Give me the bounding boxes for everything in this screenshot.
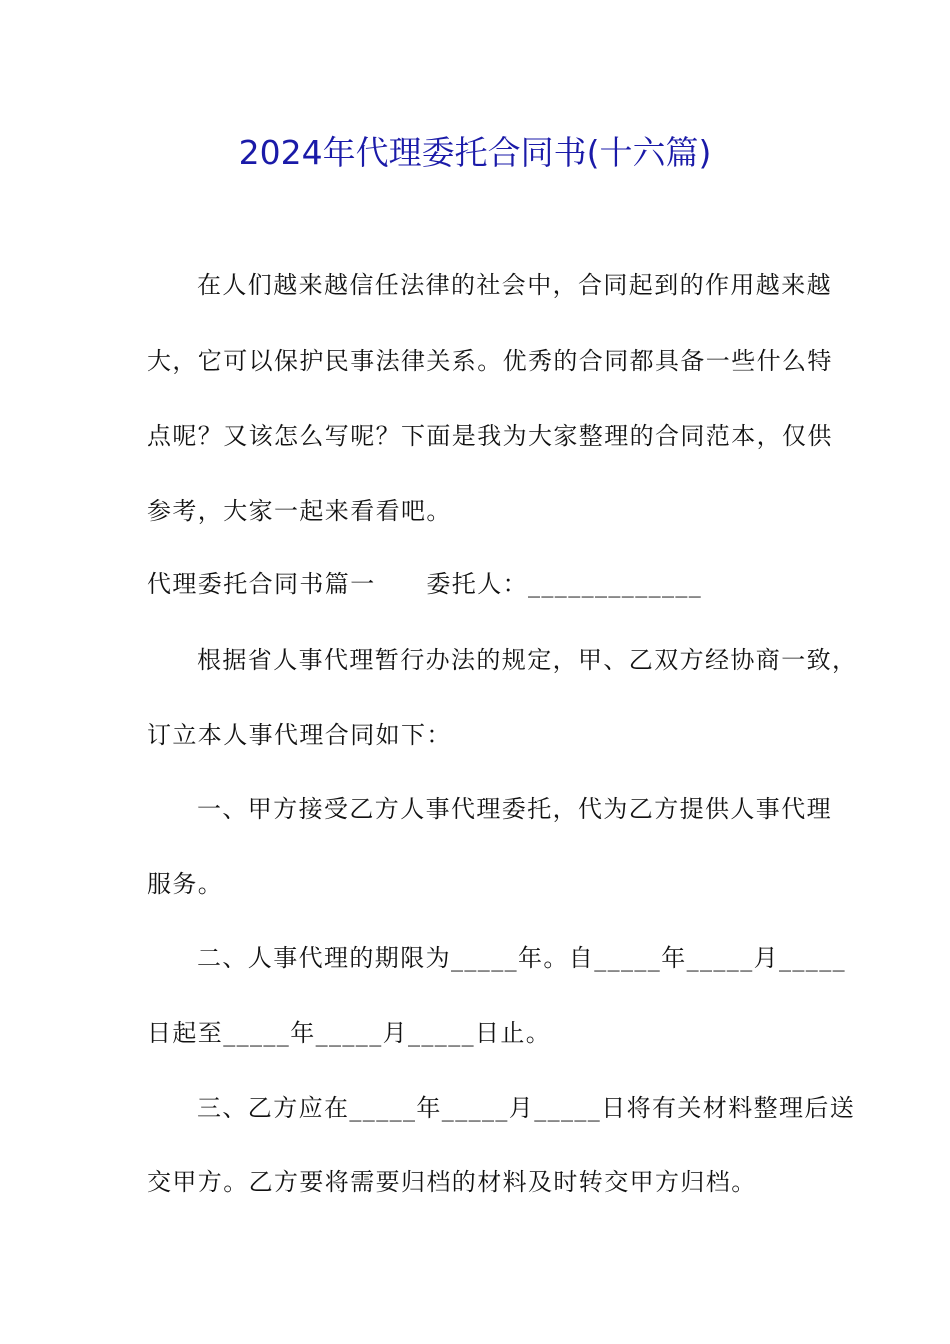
clause-line: 一、甲方接受乙方人事代理委托，代为乙方提供人事代理 <box>197 795 832 823</box>
section-heading-line: 代理委托合同书篇一 委托人：_____________ <box>147 570 703 598</box>
clause-line: 交甲方。乙方要将需要归档的材料及时转交甲方归档。 <box>147 1168 757 1196</box>
clause-line: 日起至_____年_____月_____日止。 <box>147 1019 552 1047</box>
paragraph-line: 点呢？又该怎么写呢？下面是我为大家整理的合同范本，仅供 <box>147 422 833 450</box>
clause-line: 三、乙方应在_____年_____月_____日将有关材料整理后送 <box>197 1094 856 1122</box>
clause-line: 服务。 <box>147 870 224 898</box>
paragraph-line: 根据省人事代理暂行办法的规定，甲、乙双方经协商一致， <box>197 646 858 674</box>
paragraph-line: 大，它可以保护民事法律关系。优秀的合同都具备一些什么特 <box>147 347 833 375</box>
paragraph-line: 订立本人事代理合同如下： <box>147 721 452 749</box>
document-title: 2024年代理委托合同书(十六篇) <box>238 133 712 172</box>
clause-line: 二、人事代理的期限为_____年。自_____年_____月_____ <box>197 944 846 972</box>
paragraph-line: 在人们越来越信任法律的社会中，合同起到的作用越来越 <box>197 271 832 299</box>
paragraph-line: 参考，大家一起来看看吧。 <box>147 497 452 525</box>
